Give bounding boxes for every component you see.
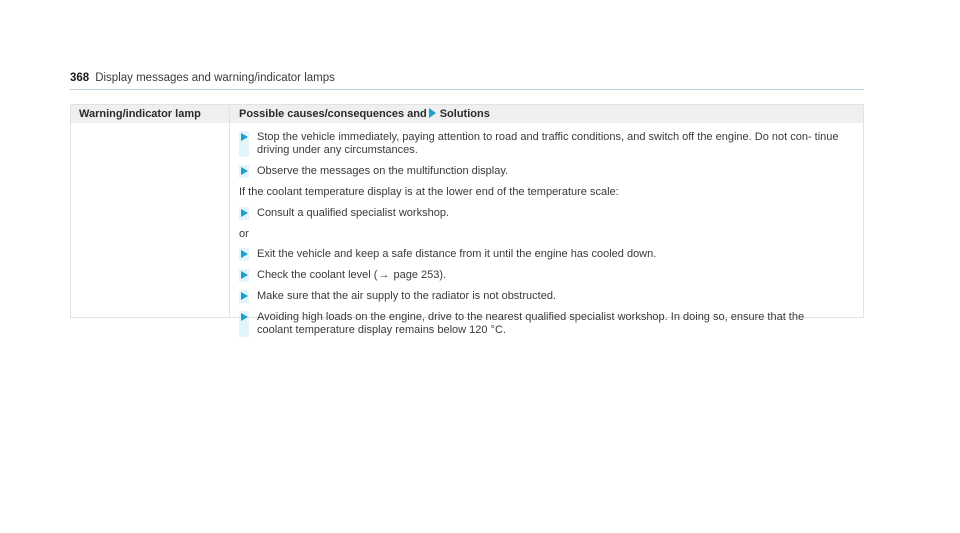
- page-number: 368: [70, 72, 90, 84]
- solution-arrow-icon: [429, 108, 436, 118]
- step-text: Observe the messages on the multifunction display.: [257, 165, 509, 177]
- step-text-line: coolant temperature display remains below 120 °C.: [257, 324, 506, 336]
- solution-arrow-icon: [241, 133, 248, 141]
- column-header-solutions-text: Solutions: [439, 108, 490, 120]
- table-header-row: [71, 105, 863, 123]
- column-header-lamp: Warning/indicator lamp: [79, 108, 201, 120]
- solution-step: [239, 207, 859, 220]
- warning-lamp-table: [70, 104, 864, 336]
- solution-step: [239, 131, 859, 157]
- solution-step: [239, 311, 859, 337]
- column-divider: [229, 105, 230, 317]
- solution-step: [239, 290, 859, 303]
- page-header: [70, 70, 864, 90]
- step-text-line: Avoiding high loads on the engine, drive to the nearest qualified specialist workshop. In doing so, ensure that the: [257, 311, 805, 323]
- step-text: Consult a qualified specialist workshop.: [257, 207, 449, 219]
- or-separator: or: [239, 228, 249, 240]
- solution-step: [239, 165, 859, 178]
- column-header-causes-text: Possible causes/consequences and: [239, 108, 427, 120]
- page-reference-arrow-icon: →: [378, 269, 390, 281]
- solution-arrow-icon: [241, 250, 248, 258]
- solution-arrow-icon: [241, 313, 248, 321]
- solution-arrow-icon: [241, 167, 248, 175]
- condition-paragraph: If the coolant temperature display is at the lower end of the temperature scale:: [239, 186, 619, 198]
- step-text: Make sure that the air supply to the radiator is not obstructed.: [257, 290, 556, 302]
- step-text-suffix: ).: [439, 269, 447, 281]
- causes-cell: [239, 131, 859, 345]
- solution-arrow-icon: [241, 209, 248, 217]
- step-text: Stop the vehicle immediately, paying attention to road and traffic conditions, and switch off the engine. Do not con- tinue driving under any circumstances.: [257, 131, 839, 156]
- column-header-causes: [239, 108, 490, 120]
- step-text: Exit the vehicle and keep a safe distance from it until the engine has cooled down.: [257, 248, 657, 260]
- page-reference-link[interactable]: page 253: [393, 269, 440, 281]
- solution-step: [239, 248, 859, 261]
- step-text-prefix: Check the coolant level (: [257, 269, 378, 281]
- solution-arrow-icon: [241, 292, 248, 300]
- solution-step: [239, 269, 859, 282]
- solution-arrow-icon: [241, 271, 248, 279]
- page-header-title: Display messages and warning/indicator lamps: [95, 72, 335, 84]
